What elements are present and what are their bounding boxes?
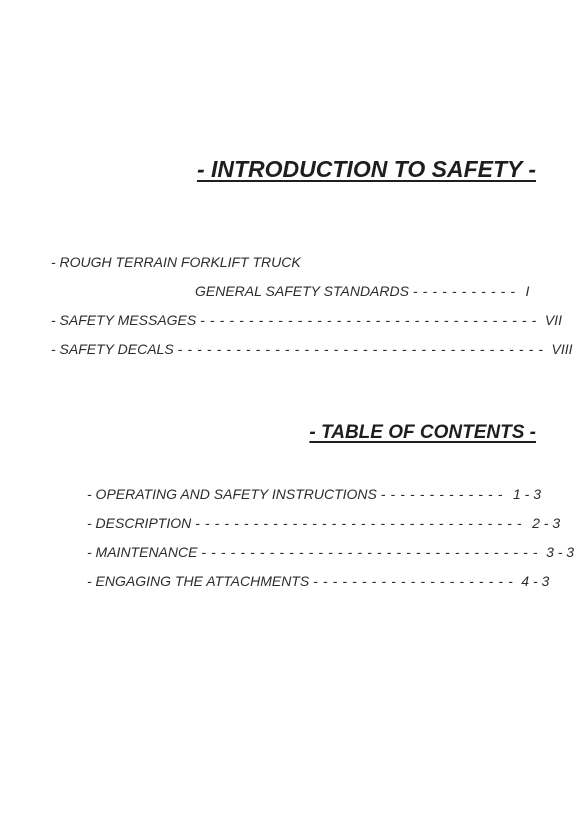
toc-entry-engaging-attachments[interactable] xyxy=(87,573,549,589)
page-number: VIII xyxy=(551,341,573,357)
dot-leader: - - - - - - - - - - - - - - - - - - - - - - - - - - - - - - - - - - - xyxy=(200,312,537,328)
entry-label: - ENGAGING THE ATTACHMENTS xyxy=(87,573,310,589)
page-number: 1 - 3 xyxy=(512,486,541,502)
dot-leader: - - - - - - - - - - - xyxy=(412,283,516,299)
dot-leader: - - - - - - - - - - - - - - - - - - - - - - - - - - - - - - - - - - - - - - xyxy=(177,341,544,357)
dot-leader: - - - - - - - - - - - - - xyxy=(380,486,504,502)
page-number: 3 - 3 xyxy=(546,544,575,560)
entry-label: - OPERATING AND SAFETY INSTRUCTIONS xyxy=(87,486,377,502)
page-number: 2 - 3 xyxy=(532,515,561,531)
dot-leader: - - - - - - - - - - - - - - - - - - - - - - - - - - - - - - - - - - - xyxy=(201,544,539,560)
dot-leader: - - - - - - - - - - - - - - - - - - - - - xyxy=(313,573,514,589)
dot-leader: - - - - - - - - - - - - - - - - - - - - - - - - - - - - - - - - - - xyxy=(195,515,523,531)
entry-label: - SAFETY DECALS xyxy=(51,341,174,357)
introduction-title: - INTRODUCTION TO SAFETY - xyxy=(196,156,536,182)
intro-entry-safety-decals[interactable] xyxy=(51,341,573,357)
entry-label: - DESCRIPTION xyxy=(87,515,192,531)
page-number: VII xyxy=(544,312,562,328)
page-number: 4 - 3 xyxy=(521,573,550,589)
entry-label: - SAFETY MESSAGES xyxy=(51,312,197,328)
toc-entry-operating-safety[interactable] xyxy=(87,486,541,502)
toc-entry-description[interactable] xyxy=(87,515,560,531)
table-of-contents-title: - TABLE OF CONTENTS - xyxy=(309,422,536,443)
page-number: I xyxy=(525,283,530,299)
entry-label: GENERAL SAFETY STANDARDS xyxy=(195,283,409,299)
intro-entry-general-safety-standards[interactable] xyxy=(195,283,529,299)
intro-entry-rough-terrain[interactable] xyxy=(51,254,301,270)
intro-entry-safety-messages[interactable] xyxy=(51,312,562,328)
entry-label: - MAINTENANCE xyxy=(87,544,198,560)
toc-entry-maintenance[interactable] xyxy=(87,544,574,560)
entry-label: - ROUGH TERRAIN FORKLIFT TRUCK xyxy=(51,254,301,270)
